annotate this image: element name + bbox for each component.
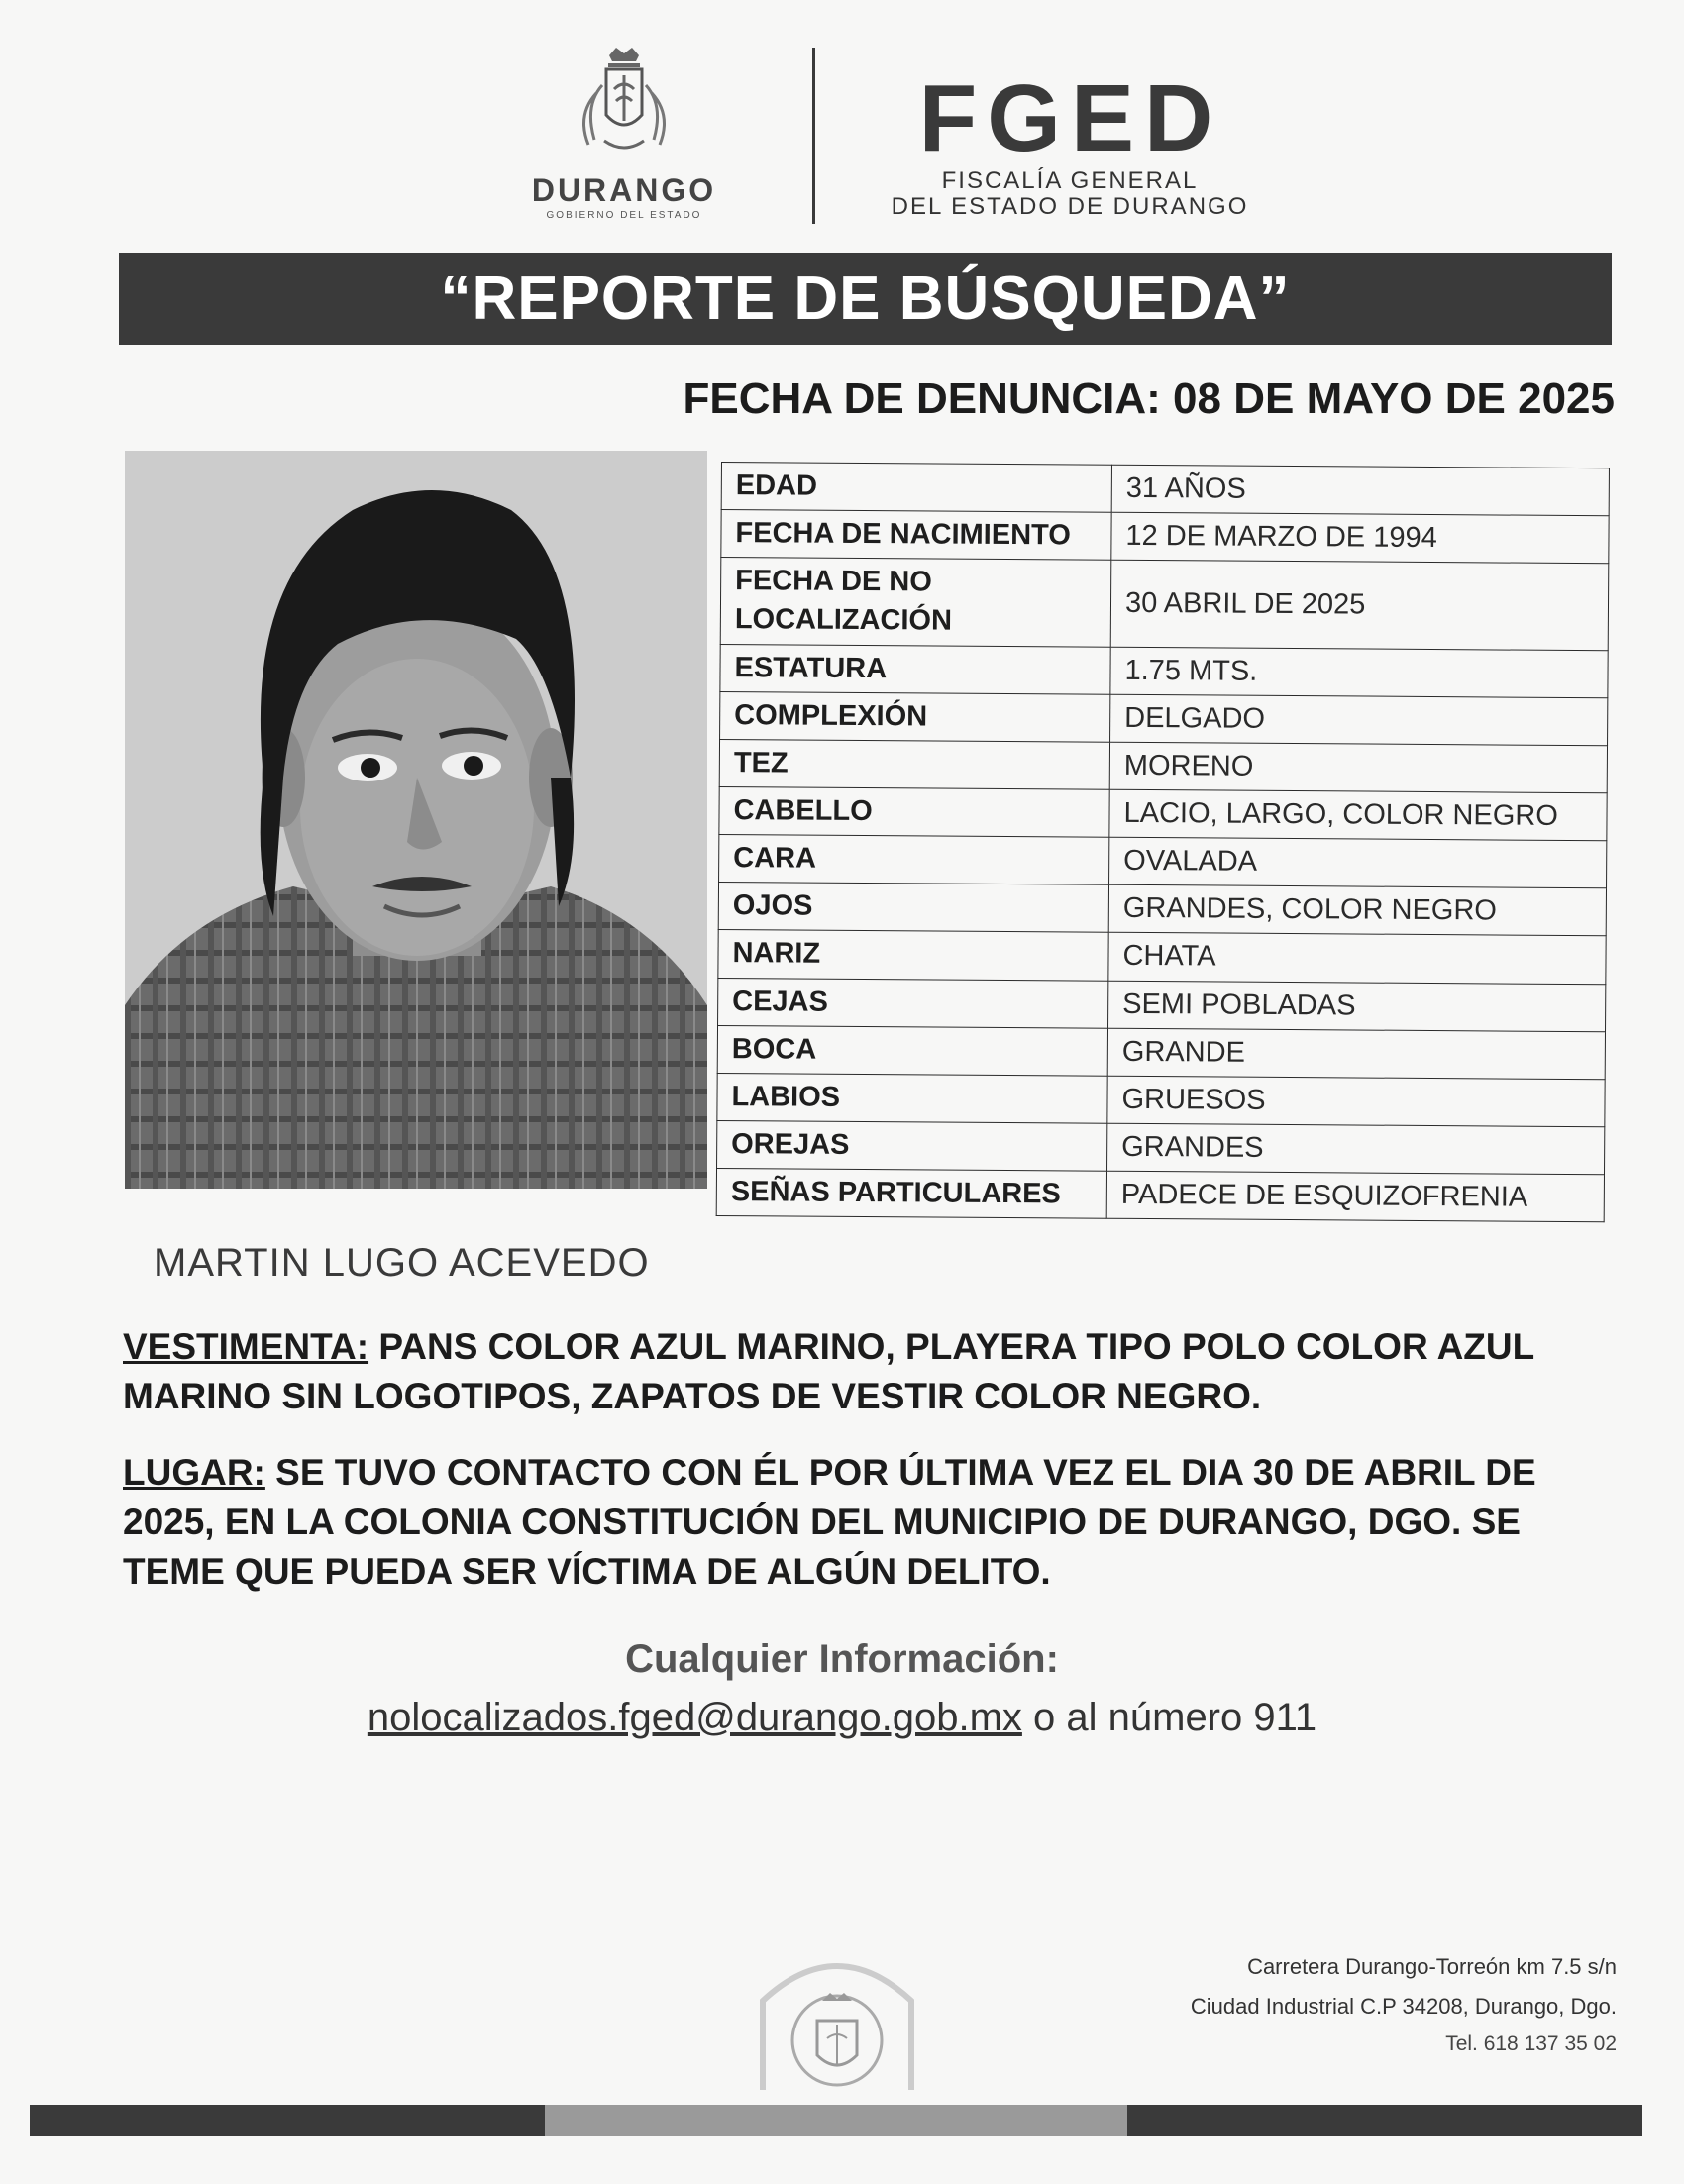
- durango-crest-icon: [575, 46, 674, 174]
- table-row: [721, 510, 1609, 564]
- row-value: GRANDE: [1107, 1028, 1605, 1080]
- row-value: LACIO, LARGO, COLOR NEGRO: [1109, 789, 1607, 841]
- row-label: CEJAS: [718, 978, 1108, 1028]
- footer-bar-middle: [545, 2105, 1127, 2136]
- row-label: TEZ: [719, 739, 1109, 789]
- table-row: [718, 978, 1606, 1031]
- page-title: “REPORTE DE BÚSQUEDA”: [440, 264, 1291, 333]
- table-row: [720, 558, 1609, 651]
- location-label: LUGAR:: [123, 1452, 265, 1493]
- table-row: [719, 835, 1607, 888]
- table-row: [718, 930, 1606, 984]
- table-row: [720, 691, 1608, 745]
- row-value: CHATA: [1108, 933, 1606, 985]
- row-label: LABIOS: [717, 1073, 1107, 1123]
- row-label: OREJAS: [717, 1120, 1107, 1171]
- report-date: FECHA DE DENUNCIA: 08 DE MAYO DE 2025: [683, 374, 1615, 423]
- agency-name: [872, 168, 1268, 221]
- table-row: [717, 1120, 1605, 1174]
- clothing-text: PANS COLOR AZUL MARINO, PLAYERA TIPO POLO COLOR AZUL MARINO SIN LOGOTIPOS, ZAPATOS DE VESTIR COLOR NEGRO.: [123, 1326, 1534, 1416]
- durango-logo: [475, 40, 773, 228]
- table-row: [719, 739, 1607, 792]
- row-value: 31 AÑOS: [1111, 465, 1609, 516]
- person-photo: [125, 451, 707, 1189]
- row-value: GRUESOS: [1107, 1076, 1605, 1127]
- row-label: EDAD: [721, 463, 1111, 513]
- table-row: [719, 786, 1607, 840]
- agency-address: [1191, 1947, 1617, 2063]
- description-table: [716, 462, 1610, 1222]
- row-value: GRANDES: [1107, 1123, 1605, 1175]
- row-value: OVALADA: [1109, 837, 1607, 888]
- row-label: COMPLEXIÓN: [720, 691, 1110, 742]
- table-row: [721, 463, 1609, 516]
- address-line1: Carretera Durango-Torreón km 7.5 s/n: [1247, 1954, 1617, 1979]
- row-value: DELGADO: [1110, 694, 1608, 746]
- contact-email-link[interactable]: nolocalizados.fged@durango.gob.mx: [367, 1696, 1022, 1739]
- row-value: 12 DE MARZO DE 1994: [1111, 512, 1609, 564]
- row-label: CARA: [719, 835, 1109, 885]
- row-label: SEÑAS PARTICULARES: [716, 1169, 1106, 1219]
- contact-heading: Cualquier Información:: [625, 1637, 1059, 1681]
- row-value: SEMI POBLADAS: [1108, 981, 1606, 1032]
- agency-acronym: FGED: [918, 65, 1223, 171]
- contact-phone-text: o al número 911: [1021, 1696, 1317, 1739]
- state-seal-icon: [753, 1941, 921, 2100]
- row-value: MORENO: [1109, 742, 1607, 793]
- contact-line: [0, 1696, 1684, 1740]
- portrait-image: [125, 451, 707, 1189]
- clothing-paragraph: [123, 1322, 1599, 1421]
- agency-name-line1: FISCALÍA GENERAL: [941, 167, 1199, 194]
- row-value: PADECE DE ESQUIZOFRENIA: [1106, 1171, 1604, 1222]
- table-row: [716, 1169, 1604, 1222]
- address-line2: Ciudad Industrial C.P 34208, Durango, Dgo.: [1190, 1993, 1617, 2019]
- table-row: [717, 1073, 1605, 1126]
- row-value: 1.75 MTS.: [1110, 647, 1608, 698]
- table-row: [717, 1025, 1605, 1079]
- table-row: [720, 644, 1608, 697]
- footer-bar-right: [1127, 2105, 1642, 2136]
- location-paragraph: [123, 1448, 1599, 1597]
- row-label: NARIZ: [718, 930, 1108, 981]
- row-label: BOCA: [717, 1025, 1107, 1076]
- durango-logo-word: DURANGO: [531, 172, 717, 208]
- row-value: 30 ABRIL DE 2025: [1110, 561, 1609, 651]
- table-row: [718, 883, 1606, 936]
- row-label: FECHA DE NACIMIENTO: [721, 510, 1111, 561]
- row-label: CABELLO: [719, 786, 1109, 837]
- person-name: MARTIN LUGO ACEVEDO: [154, 1241, 650, 1285]
- row-label: ESTATURA: [720, 644, 1110, 694]
- row-value: GRANDES, COLOR NEGRO: [1108, 885, 1606, 937]
- location-text: SE TUVO CONTACTO CON ÉL POR ÚLTIMA VEZ EL DIA 30 DE ABRIL DE 2025, EN LA COLONIA CONSTITUCIÓN DEL MUNICIPIO DE DURANGO, DGO. SE TEME QUE PUEDA SER VÍCTIMA DE ALGÚN DELITO.: [123, 1452, 1536, 1592]
- footer-bar-left: [30, 2105, 545, 2136]
- agency-phone: Tel. 618 137 35 02: [1445, 2032, 1617, 2056]
- agency-name-line2: DEL ESTADO DE DURANGO: [891, 193, 1249, 221]
- row-label: OJOS: [718, 883, 1108, 933]
- header-divider: [812, 48, 815, 224]
- title-bar: [119, 253, 1612, 345]
- durango-logo-subtitle: GOBIERNO DEL ESTADO: [546, 210, 702, 221]
- row-label: FECHA DE NO LOCALIZACIÓN: [720, 558, 1111, 647]
- clothing-label: VESTIMENTA:: [123, 1326, 369, 1367]
